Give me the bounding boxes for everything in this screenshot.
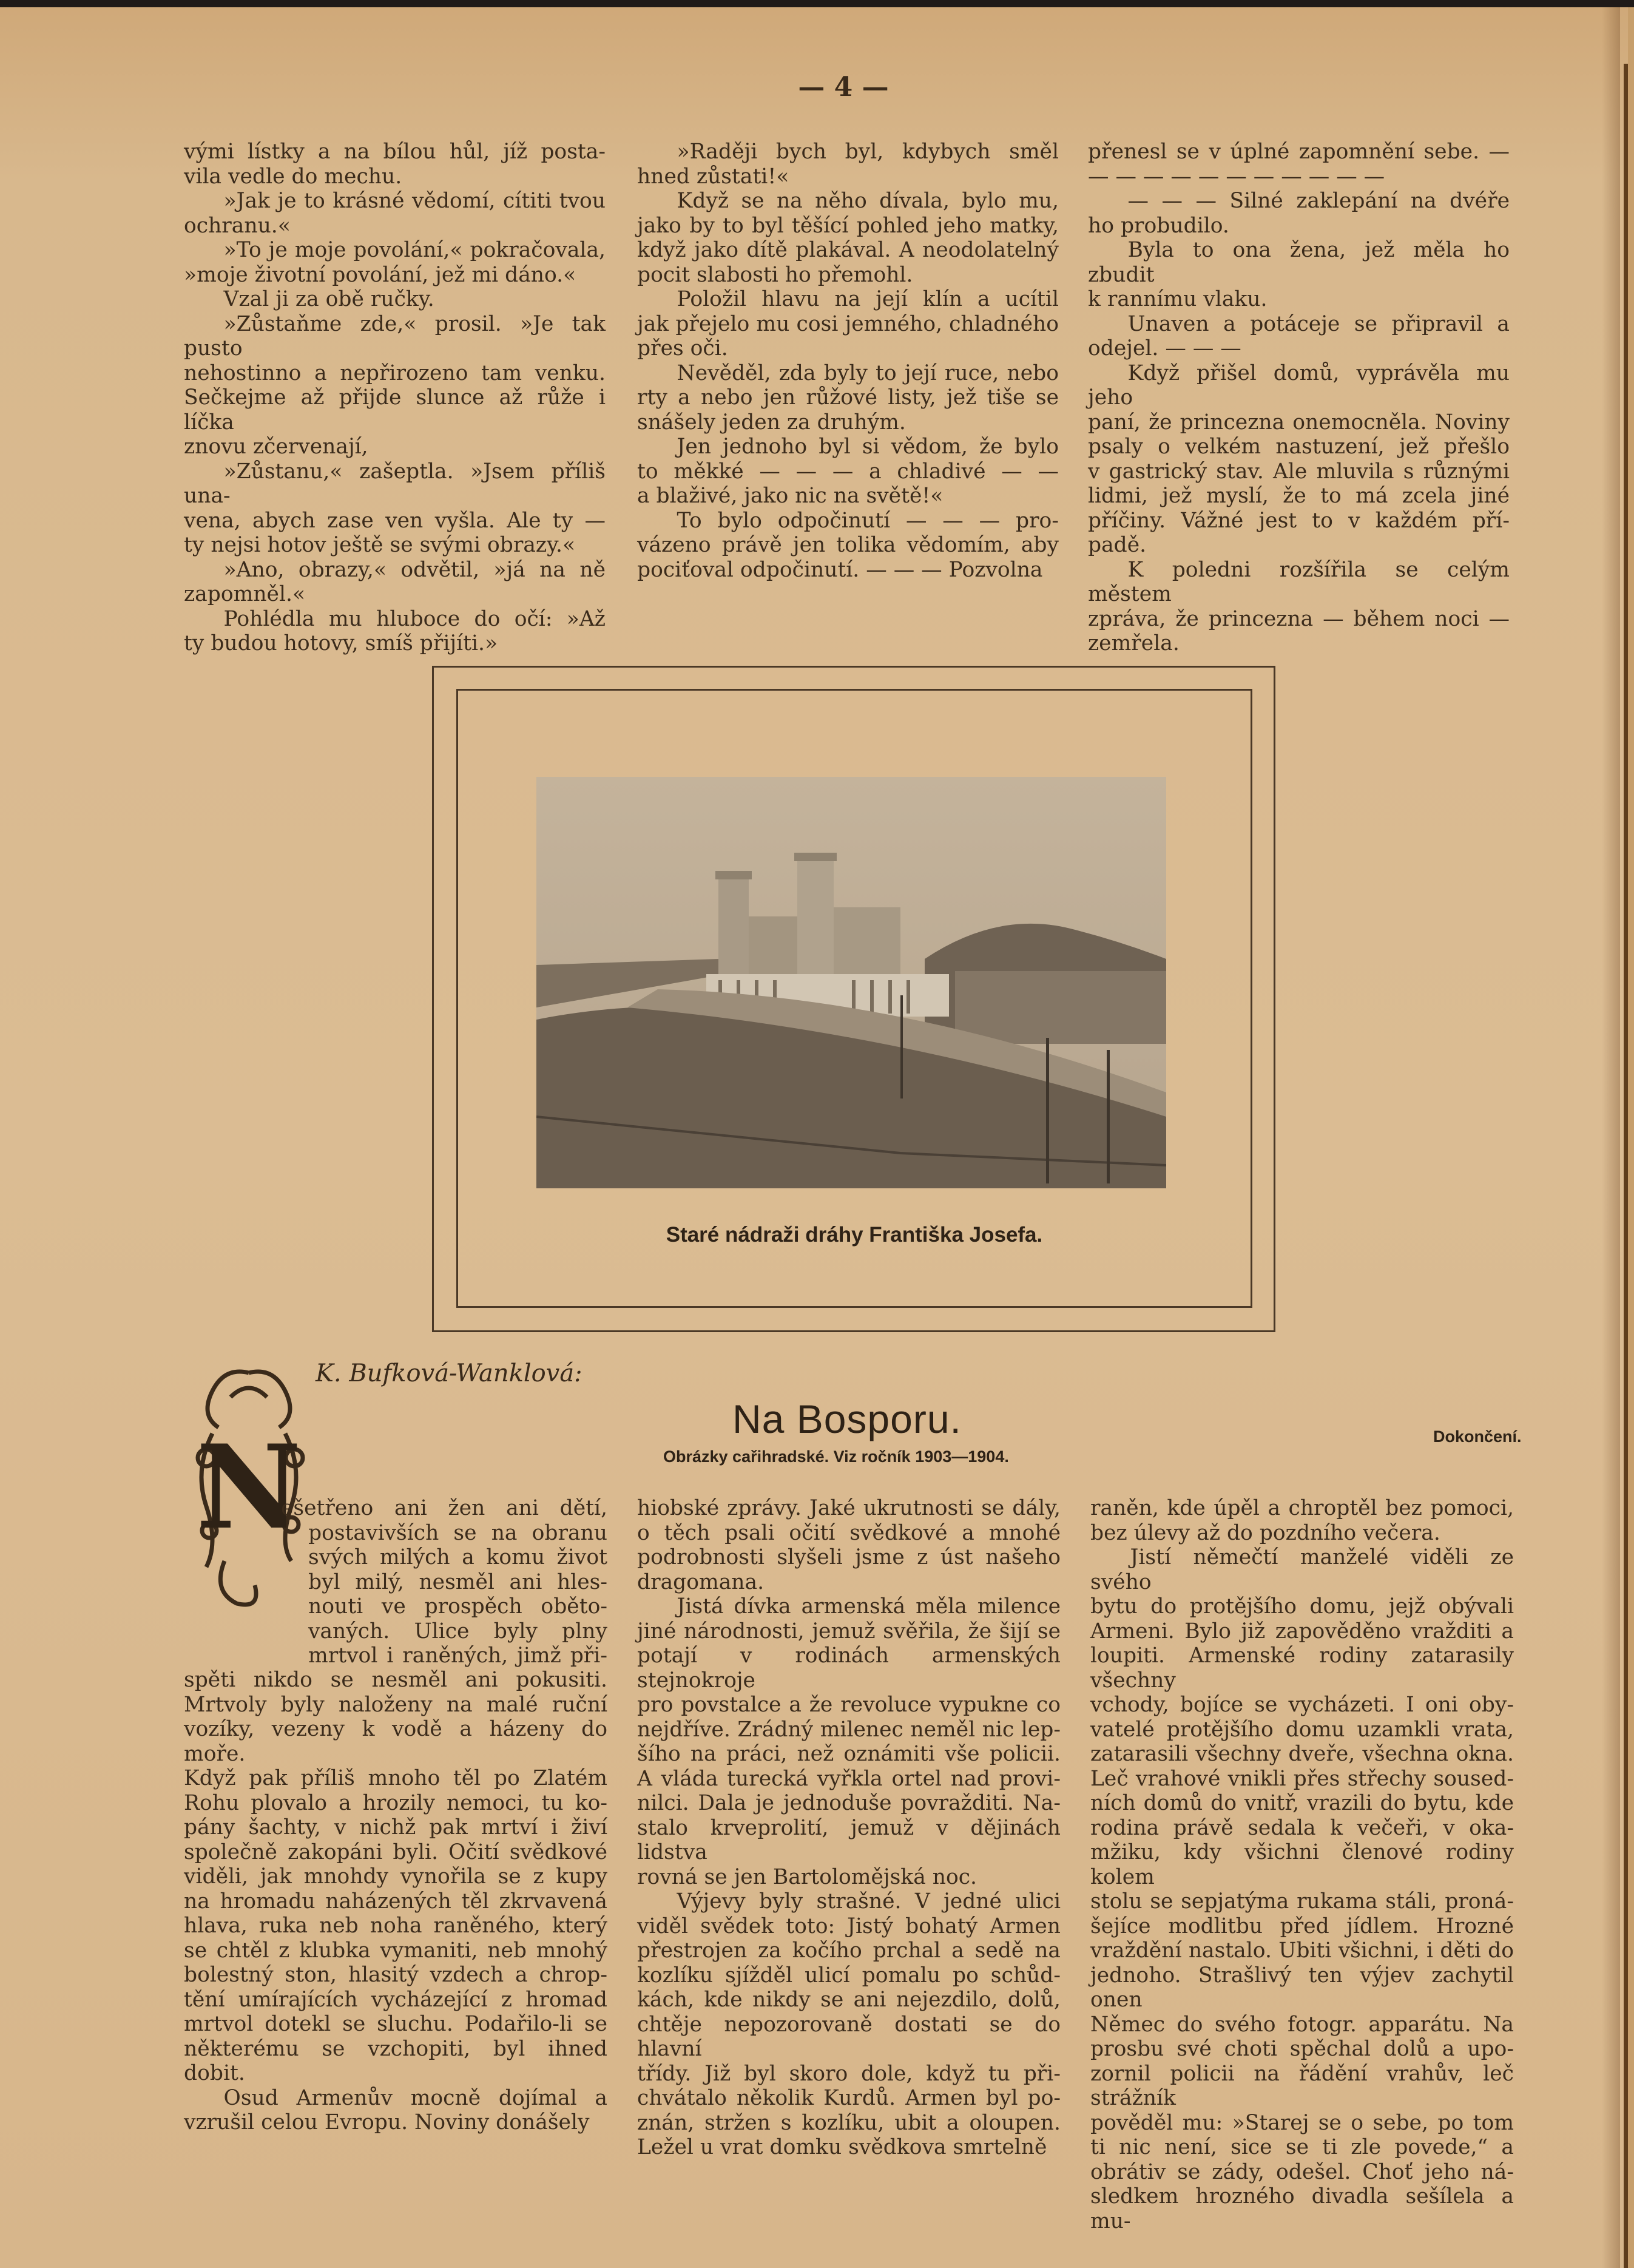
text-line: to měkké — — — a chladivé — — — [637, 459, 1059, 484]
text-line: spěti nikdo se nesměl ani pokusiti. — [184, 1668, 607, 1692]
text-line: zemřela. — [1088, 631, 1180, 655]
text-line: Když se na něho dívala, bylo mu, — [677, 189, 1059, 213]
text-line: svých milých a komu život — [308, 1545, 607, 1569]
article-byline: K. Bufková-Wanklová: — [316, 1359, 582, 1387]
text-line: třídy. Již byl skoro dole, když tu při- — [637, 2061, 1061, 2086]
story-column-1 — [184, 140, 606, 656]
text-line: kozlíku sjížděl ulicí pomalu po schůd- — [637, 1963, 1061, 1988]
scan-top-edge — [0, 0, 1634, 7]
text-line: kách, kde nikdy se ani nejezdilo, dolů, — [637, 1988, 1061, 2012]
text-line: znán, stržen s kozlíku, ubit a oloupen. — [637, 2110, 1061, 2135]
text-line: byl milý, nesměl ani hles- — [308, 1569, 607, 1594]
article-subtitle: Obrázky cařihradské. Viz ročník 1903—1904. — [663, 1447, 1009, 1466]
text-line: »Zůstanu,« zašeptla. »Jsem příliš una- — [184, 459, 606, 508]
paragraph — [1088, 558, 1510, 656]
text-line: dragomana. — [637, 1569, 765, 1594]
text-line: mrtvol i raněných, jimž při- — [308, 1643, 607, 1668]
svg-text:N: N — [196, 1420, 302, 1555]
text-line: viděli, jak mnohdy vynořila se z kupy — [184, 1864, 607, 1889]
text-line: »To je moje povolání,« pokračovala, — [223, 238, 606, 262]
text-line: stalo krveprolití, jemuž v dějinách lidstva — [637, 1815, 1061, 1864]
text-line: To bylo odpočinutí — — — pro- — [677, 508, 1059, 533]
photo-illustration-icon — [536, 777, 1166, 1188]
text-line: ty budou hotovy, smíš přijíti.» — [184, 631, 498, 655]
article-title: Na Bosporu. — [732, 1396, 962, 1441]
paragraph — [184, 140, 606, 189]
text-line: pociťoval odpočinutí. — — — Pozvolna — [637, 557, 1043, 582]
text-line: mrtvol dotekl se sluchu. Podařilo-li se — [184, 2012, 607, 2036]
text-line: rodina právě sedala k večeři, v oka- — [1090, 1815, 1514, 1840]
text-line: vázeno právě jen tolika vědomím, aby — [637, 533, 1059, 557]
text-line: se chtěl z klubka vymaniti, neb mnohý — [184, 1938, 607, 1963]
paragraph — [184, 459, 606, 558]
paragraph — [184, 2086, 607, 2135]
text-line: tění umírajících vycházející z hromad — [184, 1987, 607, 2012]
drop-cap-n-icon — [188, 1361, 309, 1610]
paragraph — [1090, 1545, 1514, 2233]
story-column-3 — [1088, 140, 1510, 656]
text-line: Když pak příliš mnoho těl po Zlatém — [184, 1766, 607, 1790]
text-line: sledkem hrozného divadla sešílela a mu- — [1090, 2184, 1514, 2233]
text-line: Armeni. Bylo již zapověděno vražditi a — [1090, 1619, 1514, 1643]
railway-station-photo — [536, 777, 1166, 1188]
text-line: jak přejelo mu cosi jemného, chladného — [637, 311, 1059, 336]
text-line: jako by to byl těšící pohled jeho matky, — [637, 213, 1059, 238]
text-line: vraždění nastalo. Ubiti všichni, i děti do — [1090, 1938, 1514, 1963]
text-line: hlava, ruka neb noha raněného, který — [184, 1914, 607, 1938]
text-line: bolestný ston, hlasitý vzdech a chrop- — [184, 1963, 607, 1987]
text-line: paní, že princezna onemocněla. Noviny — [1088, 410, 1510, 435]
ornamental-drop-cap — [188, 1361, 309, 1610]
text-line: Rohu plovalo a hrozily nemoci, tu ko- — [184, 1790, 607, 1815]
text-line: šejíce modlitbu před jídlem. Hrozné — [1090, 1914, 1514, 1938]
text-line: Němec do svého fotogr. apparátu. Na — [1090, 2012, 1514, 2037]
paragraph — [637, 1889, 1061, 2160]
text-line: některému se vzchopiti, byl ihned dobit. — [184, 2036, 607, 2085]
paragraph — [1088, 361, 1510, 558]
paragraph — [637, 435, 1059, 509]
text-line: Byla to ona žena, jež měla ho zbudit — [1088, 238, 1510, 287]
text-line: potají v rodinách armenských stejnokroje — [637, 1643, 1061, 1693]
text-line: hned zůstati!« — [637, 164, 789, 189]
paragraph — [184, 607, 606, 656]
text-line: nehostinno a nepřirozeno tam venku. — [184, 361, 606, 385]
text-line: Mrtvoly byly naloženy na malé ruční — [184, 1692, 607, 1717]
text-line: mžiku, kdy všichni členové rodiny kolem — [1090, 1840, 1514, 1889]
text-line: nouti ve prospěch oběto- — [308, 1594, 607, 1619]
paragraph — [184, 189, 606, 238]
text-line: vzrušil celou Evropu. Noviny donášely — [184, 2110, 590, 2134]
text-line: a blaživé, jako nic na světě!« — [637, 484, 944, 508]
article-column-2 — [637, 1496, 1061, 2160]
text-line: o těch psali očití svědkové a mnohé — [637, 1520, 1061, 1545]
paragraph — [1090, 1496, 1514, 1545]
binding-line — [1624, 64, 1628, 2268]
text-line: ochranu.« — [184, 213, 291, 238]
text-line: psaly o velkém nastuzení, jež přešlo — [1088, 435, 1510, 459]
story-column-2 — [637, 140, 1059, 582]
text-line: Nevěděl, zda byly to její ruce, nebo — [677, 361, 1059, 385]
text-line: — — — Silné zaklepání na dvéře — [1127, 189, 1510, 213]
text-line: přes oči. — [637, 336, 728, 361]
paragraph — [184, 312, 606, 459]
text-line: nejdříve. Zrádný milenec neměl nic lep- — [637, 1717, 1061, 1742]
paragraph — [637, 1594, 1061, 1889]
text-line: když jako dítě plakával. A neodolatelný — [637, 238, 1059, 262]
paragraph — [184, 558, 606, 607]
text-line: K poledni rozšířila se celým městem — [1088, 557, 1510, 606]
text-line: padě. — [1088, 533, 1147, 557]
article-column-1-dropcap-lines — [281, 1496, 607, 1668]
text-line: na hromadu naházených těl zkrvavená — [184, 1889, 607, 1914]
text-line: obrátiv se zády, odešel. Choť jeho ná- — [1090, 2159, 1514, 2184]
text-line: zpráva, že princezna — během noci — — [1088, 606, 1510, 631]
text-line: Jen jednoho byl si vědom, že bylo — [677, 435, 1059, 459]
binding-shadow — [1602, 7, 1620, 2268]
text-line: Sečkejme až přijde slunce až růže i líčka — [184, 385, 606, 435]
text-line: chvátalo několik Kurdů. Armen byl po- — [637, 2086, 1061, 2110]
paragraph — [1088, 238, 1510, 312]
text-line: jednoho. Strašlivý ten výjev zachytil onen — [1090, 1963, 1514, 2012]
text-line: Položil hlavu na její klín a ucítil — [677, 287, 1059, 311]
text-line: zatarasili všechny dveře, všechna okna. — [1090, 1742, 1514, 1766]
text-line: pověděl mu: »Starej se o sebe, po tom — [1090, 2110, 1514, 2135]
text-line: vozíky, vezeny k vodě a házeny do moře. — [184, 1717, 607, 1766]
text-line: — — — — — — — — — — — — [1088, 164, 1385, 189]
text-line: bez úlevy až do pozdního večera. — [1090, 1520, 1440, 1545]
paragraph — [1088, 189, 1510, 238]
paragraph — [637, 189, 1059, 287]
text-line: Vzal ji za obě ručky. — [223, 287, 434, 311]
paragraph — [637, 361, 1059, 435]
paragraph — [1088, 140, 1510, 189]
text-line: bytu do protějšího domu, jejž obývali — [1090, 1594, 1514, 1619]
text-line: loupiti. Armenské rodiny zatarasily všechny — [1090, 1643, 1514, 1693]
paragraph — [637, 140, 1059, 189]
text-line: »Jak je to krásné vědomí, cítiti tvou — [223, 189, 606, 213]
text-line: »moje životní povolání, jež mi dáno.« — [184, 262, 576, 287]
paragraph — [637, 1496, 1061, 1594]
figure-caption: Staré nádraži dráhy Františka Josefa. — [666, 1223, 1043, 1247]
text-line: lidmi, jež myslí, že to má zcela jiné — [1088, 484, 1510, 508]
text-line: příčiny. Vážné jest to v každém pří- — [1088, 508, 1510, 533]
text-line: podrobnosti slyšeli jsme z úst našeho — [637, 1545, 1061, 1569]
text-line: Leč vrahové vnikli přes střechy soused- — [1090, 1766, 1514, 1791]
paragraph — [184, 287, 606, 312]
text-line: ních domů do vnitř, vrazili do bytu, kde — [1090, 1791, 1514, 1815]
text-line: vatelé protějšího domu uzamkli vrata, — [1090, 1717, 1514, 1742]
article-column-3 — [1090, 1496, 1514, 2233]
text-line: k rannímu vlaku. — [1088, 287, 1268, 311]
text-line: Osud Armenův mocně dojímal a — [223, 2085, 607, 2110]
text-line: šího na práci, než oznámiti vše policii. — [637, 1742, 1061, 1766]
text-line: prosbu své choti spěchal dolů a upo- — [1090, 2037, 1514, 2061]
text-line: vými lístky a na bílou hůl, jíž posta- — [184, 140, 606, 164]
text-line: pány šachty, v nichž pak mrtví i živí — [184, 1815, 607, 1840]
text-line: ho probudilo. — [1088, 213, 1229, 238]
page-edge — [1628, 7, 1634, 2268]
text-line: přenesl se v úplné zapomnění sebe. — — [1088, 140, 1510, 164]
paragraph — [637, 509, 1059, 583]
text-line: ešetřeno ani žen ani dětí, — [281, 1496, 607, 1520]
text-line: viděl svědek toto: Jistý bohatý Armen — [637, 1914, 1061, 1938]
text-line: Jistí němečtí manželé viděli ze svého — [1090, 1545, 1514, 1594]
continued-note: Dokončení. — [1433, 1427, 1522, 1446]
text-line: odejel. — — — — [1088, 336, 1241, 361]
paragraph — [184, 1668, 607, 2086]
text-line: v gastrický stav. Ale mluvila s různými — [1088, 459, 1510, 484]
text-line: ti nic není, sice se ti zle povede,“ a — [1090, 2135, 1514, 2159]
text-line: zornil policii na řádění vrahův, leč strážník — [1090, 2061, 1514, 2110]
text-line: rty a nebo jen růžové listy, jež tiše se — [637, 385, 1059, 410]
text-line: chtěje nepozorovaně dostati se do hlavní — [637, 2012, 1061, 2061]
text-line: nilci. Dala je jednoduše povražditi. Na- — [637, 1791, 1061, 1815]
text-line: přestrojen za kočího prchal a sedě na — [637, 1938, 1061, 1963]
text-line: znovu zčervenají, — [184, 435, 368, 459]
text-line: stolu se sepjatýma rukama stáli, proná- — [1090, 1889, 1514, 1914]
text-line: vena, abych zase ven vyšla. Ale ty — — [184, 508, 606, 533]
text-line: vchody, bojíce se vycházeti. I oni oby- — [1090, 1693, 1514, 1717]
paragraph — [637, 287, 1059, 361]
text-line: pro povstalce a že revoluce vypukne co — [637, 1693, 1061, 1717]
text-line: raněn, kde úpěl a chroptěl bez pomoci, — [1090, 1496, 1514, 1520]
text-line: pocit slabosti ho přemohl. — [637, 262, 913, 287]
text-line: vaných. Ulice byly plny — [308, 1619, 607, 1643]
text-line: »Ano, obrazy,« odvětil, »já na ně — [223, 557, 606, 582]
text-line: vila vedle do mechu. — [184, 164, 402, 189]
text-line: Ležel u vrat domku svědkova smrtelně — [637, 2135, 1047, 2159]
paragraph — [184, 238, 606, 287]
text-line: snášely jeden za druhým. — [637, 410, 906, 435]
text-line: Jistá dívka armenská měla milence — [677, 1594, 1061, 1619]
paragraph — [1088, 312, 1510, 361]
text-line: »Zůstaňme zde,« prosil. »Je tak pusto — [184, 311, 606, 361]
text-line: Výjevy byly strašné. V jedné ulici — [677, 1889, 1061, 1914]
text-line: společně zakopáni byli. Očití svědkové — [184, 1840, 607, 1864]
text-line: zapomněl.« — [184, 582, 306, 606]
text-line: Když přišel domů, vyprávěla mu jeho — [1088, 361, 1510, 410]
text-line: Pohlédla mu hluboce do očí: »Až — [223, 606, 606, 631]
text-line: hiobské zprávy. Jaké ukrutnosti se dály, — [637, 1496, 1061, 1520]
text-line: rovná se jen Bartolomějská noc. — [637, 1864, 977, 1889]
text-line: ty nejsi hotov ještě se svými obrazy.« — [184, 533, 576, 557]
text-line: Unaven a potáceje se připravil a — [1127, 311, 1510, 336]
text-line: jiné národnosti, jemuž svěřila, že šijí se — [637, 1619, 1061, 1643]
text-line: A vláda turecká vyřkla ortel nad provi- — [637, 1766, 1061, 1791]
page-number: — 4 — — [798, 72, 889, 103]
text-line: »Raději bych byl, kdybych směl — [677, 140, 1059, 164]
text-line: postavivších se na obranu — [308, 1520, 607, 1545]
article-column-1 — [184, 1668, 607, 2135]
